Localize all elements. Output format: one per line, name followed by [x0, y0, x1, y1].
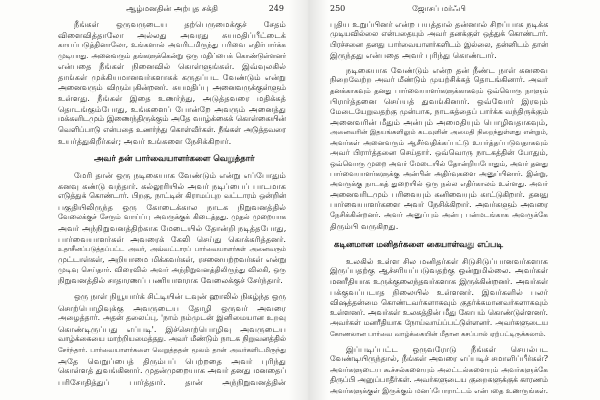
paragraph: [330, 344, 548, 396]
text-line: எடுத்துக் கொண்டார். பிறகு, நாட்டின் கிராமப்புற வட்டாரம் ஒன்றின்: [58, 191, 286, 201]
text-line: விஷத்தன்மை கொண்டவர்களாகவும் குதர்க்கமானவர்களாகவும்: [330, 297, 548, 307]
text-line: என்பதை நீங்கள் நினைவில் கொள்ளுங்கள். இவ்வுலகில்: [58, 61, 286, 72]
running-title: ஆழ்மனதின் அற்புத சக்தி: [126, 4, 218, 13]
text-line: கோணலான பார்வை வாழ்க்கையின் மீதான கசப்பால் ஏற்பட்டிருக்கலாம்.: [330, 329, 546, 338]
text-line: அவர்களுடைய கூச்சல்களையும் அலட்டல்களையும் அவர்களுக்கே: [330, 364, 548, 374]
text-line: உயர்த்துகிறீர்கள்; அவர் உங்களை நேசிக்கிறார்.: [58, 135, 232, 146]
text-line: சொற்பொழிவுக்கு அவருடைய தோழி ஒருவர் அவரை: [58, 302, 286, 313]
right-page: [330, 0, 548, 400]
text-line: பிரச்சனை தனது பார்வையாளர்களிடம் இல்லை, தன்னிடம் தான்: [330, 39, 548, 49]
text-line: இருப்பதற்கு ஆச்சரியப்படுவதற்கு ஒன்றுமில்லை. அவர்கள்: [330, 266, 548, 276]
text-line: அவர்கள் அனைவரும் ஆசீர்வதிக்கப்பட்டு உயர்த்தப்படுவதாகவும்: [330, 137, 548, 147]
text-line: வேண்டியிருந்தால், நீங்கள் அவரை எப்படிச் சமாளிப்பீர்கள்?: [330, 354, 548, 364]
text-line: பரிசோதித்துப் பார்த்தார். தான் அந்நிறுவனத்தின்: [58, 376, 286, 387]
text-line: அழைத்தார். அதன் தலைப்பு, 'நாம் நம்முடன் இனிமையான உறவு: [58, 313, 286, 323]
text-line: கனவு கண்டு வந்தார். கல்லூரியில் அவர் நடிப்பைப் பாடமாக: [58, 180, 286, 191]
text-line: முட்டாள்கள், அறியாமை மிக்கவர்கள், ரசனையற்றவர்கள் என்று: [58, 254, 286, 264]
text-line: மனரீதியாக உருக்குலைந்தவர்களாக இருக்கின்றனர். அவர்கள்: [330, 276, 548, 286]
running-header: [58, 3, 286, 14]
paragraph: [58, 19, 286, 146]
text-line: நிறைவேற்ற அவர் மீண்டும் முயற்சிக்கத் தொடங்கினார். அவர்: [330, 75, 548, 85]
section-heading: அவர் தன் பார்வையாளர்களை வெறுத்தார்: [94, 153, 255, 163]
text-line: கொள்ளத் துவங்கினார். முதன்முறையாக அவர் தனது மனதைப்: [58, 366, 286, 376]
text-line: மேரி தான் ஒரு நடிகையாக வேண்டும் என்று எப்போதும்: [74, 170, 286, 180]
text-line: முடிவு செய்தார். விரைவில் அவர் அந்நிறுவனத்திலிருந்து விலகி, ஒரு: [58, 265, 286, 275]
paragraph: [330, 65, 548, 231]
text-line: அனைவரிடமும் பரிவையும் கனிவையும் காட்டுகிறார். தனது: [330, 189, 548, 199]
text-line: தொடங்கும்போது, உங்களைப் போன்றே அவரும் அனைத்து: [58, 103, 286, 114]
text-line: உதாசீனப்படுத்தப்பட்ட அவர், அவ்வட்டாரப் பார்வையாளர்கள் அனைவரும்: [58, 245, 286, 254]
text-line: அதே வெறுப்பைத் திரும்பப் பெற்றதை அவர் புரிந்து: [58, 355, 286, 366]
left-page: [58, 0, 286, 400]
text-line: நீங்கள் ஒருவருடைய தற்பெருமைக்குச் சேதம்: [74, 19, 286, 29]
text-line: திரும்பி வருகிறது.: [330, 220, 399, 231]
text-line: அனைவரும் விரும்புகின்றனர். சுயமதிப்பு அனைவருக்குள்ளும்: [58, 82, 286, 92]
text-line: காயப்படுத்தினாலோ, உங்களால் அவரிடமிருந்து பரிவை எதிர்பார்க்க: [58, 40, 286, 50]
text-line: தனக்காகவும் தனது பார்வையாளர்களுக்காகவும் ஒவ்வொரு நாளும்: [330, 86, 548, 95]
text-line: நடிகையாக வேண்டும் என்ற தன் நீண்ட நாள் கனவை: [346, 65, 548, 75]
text-line: அனைவரின் மீதும் அன்பும் அமைதியும் பொழிவதாகவும்,: [330, 116, 548, 127]
text-line: பார்வையாளர்களுக்கு அன்பின் அதிர்வுகளை அனுப்பினார். இன்று,: [330, 169, 548, 178]
text-line: அவருக்கு நாடகத் துறையில் ஒரு நல்ல எதிர்காலம் உள்ளது. அவர்: [330, 179, 548, 189]
text-line: தாங்கள் முக்கியமானவர்களாகக் கருதப்பட வேண்டும் என்று: [58, 71, 286, 82]
text-line: இருந்தது என்பதை அவர் புரிந்து கொண்டார்.: [330, 50, 497, 61]
text-line: உலகில் உள்ள சில மனிதர்கள் சிடுசிடுப்பானவர்களாக: [346, 256, 548, 266]
page-number: 250: [330, 4, 346, 13]
page-number: 249: [268, 4, 284, 13]
text-line: அவர்களுக்குள் இருக்கும் மனப்போராட்டம் என்பதை உணருங்கள்.: [330, 385, 548, 395]
text-line: அவர் பிரார்த்தனை செய்தார். ஒவ்வொரு நாடகத்தின் போதும்,: [330, 148, 548, 158]
paragraph: [58, 292, 286, 387]
text-line: பக்குவப்படாத நிலையில் உள்ளனர். இவர்களில் பலர்: [330, 287, 548, 298]
text-line: உள்ளனர். அவர்கள் உலகத்தின் மீது கோபம் கொண்டுள்ளனர்.: [330, 307, 548, 317]
section-heading: கடினமான மனிதர்களை கையாள்வது எப்படி: [334, 239, 503, 249]
text-line: உள்ளது. நீங்கள் இதை உணர்ந்து, அடுத்தவரை மதிக்கத்: [58, 93, 286, 104]
text-line: நேசிக்கின்றனர். அவர் அனுப்பும் அன்பு பன்மடங்காக அவருக்கே: [330, 210, 548, 220]
text-line: மேடையேறுவதற்கு முன்பாக, நாடகத்தைப் பார்க்க வந்திருக்கும்: [330, 106, 548, 116]
text-line: இப்படிப்பட்ட ஒருவரோடு நீங்கள் செயல்பட: [346, 344, 548, 354]
text-line: ஒவ்வொரு முறை அவர் மேடையில் தோன்றியபோதும், அவர் தனது: [330, 159, 548, 168]
text-line: முடியாது. அனைவரும் தங்களுக்கென்று ஒரு மதிப்பைக் கொண்டுள்ளனர்: [58, 51, 286, 60]
text-line: புதிய உறுப்பினர் என்ற பயத்தால் தன்னால் சிறப்பாக நடிக்க: [330, 19, 548, 29]
text-line: அவர் அந்நிறுவனத்திற்காக மேடையில் தோன்றி நடித்தபோது,: [58, 222, 286, 233]
running-header: [330, 3, 548, 14]
text-line: நிறுவனத்தில் சாதாரணப் பணியாளராக வேலைக்குச் சேர்ந்தார்.: [58, 275, 283, 285]
text-line: சேர்ந்தார். பார்வையாளர்களை வெறுத்ததன் மூலம் தான் அவர்களிடமிருந்து: [58, 345, 286, 354]
text-line: கொண்டிருப்பது எப்படி'. இச்சொற்பொழிவு அவருடைய: [58, 323, 286, 334]
paragraph: [330, 256, 548, 339]
text-line: அனைவரின் இதயங்களிலும் கடவுளின் அமைதி நிறைந்துள்ளது என்றும்,: [330, 128, 548, 137]
text-line: மக்களிடமும் இணைந்திருக்கும் அதே வாழ்க்கைக் கொள்கையின்: [58, 114, 286, 124]
text-line: விளைவித்தாலோ அல்லது அவரது சுயமதிப்பீட்டைக்: [58, 29, 286, 40]
text-line: வேலைக்குச் சேரும் வாய்ப்பு அவருக்குக் கிடைத்தது. முதல் முறையாக: [58, 213, 286, 222]
text-line: பிரார்த்தனை செய்யத் துவங்கினார். ஒவ்வோர் இரவும்: [330, 96, 548, 107]
text-line: திருப்பி அனுப்பாதீர்கள். அவர்களுடைய குறைகளுக்குக் காரணம்: [330, 375, 548, 385]
text-line: பகுதியிலிருந்த ஒரு கோடைக்கால நாடக நிறுவனத்தில்: [58, 201, 286, 212]
paragraph: [58, 170, 286, 287]
paragraph: [330, 19, 548, 61]
text-line: வாழ்க்கையை மாற்றியமைத்தது. அவர் மீண்டும் நாடக நிறுவனத்தில்: [58, 334, 286, 344]
text-line: வெளிப்பாடு என்பதை உணர்ந்து கொள்வீர்கள். நீங்கள் அடுத்தவரை: [58, 124, 286, 134]
running-title: ஜோசப் மர்ஃபி: [412, 4, 466, 13]
text-line: பார்வையாளர்களை அவர் நேசிக்கிறார். அவர்களும் அவரை: [330, 200, 548, 210]
gutter-shadow: [288, 0, 328, 400]
text-line: முடியவில்லை என்பதையும் அவர் தனக்குள் ஒத்துக் கொண்டார்.: [330, 29, 548, 39]
text-line: அவர்கள் மனரீதியாக நோய்வாய்ப்பட்டுள்ளனர். அவர்களுடைய: [330, 318, 548, 328]
text-line: பார்வையாளர்கள் அவரைக் கேலி செய்து கொக்கரித்தனர்.: [58, 233, 286, 244]
text-line: ஒரு நாள் நியூயார்க் சிட்டியின் டவுன் ஹாலில் நிகழ்ந்த ஒரு: [74, 292, 286, 301]
